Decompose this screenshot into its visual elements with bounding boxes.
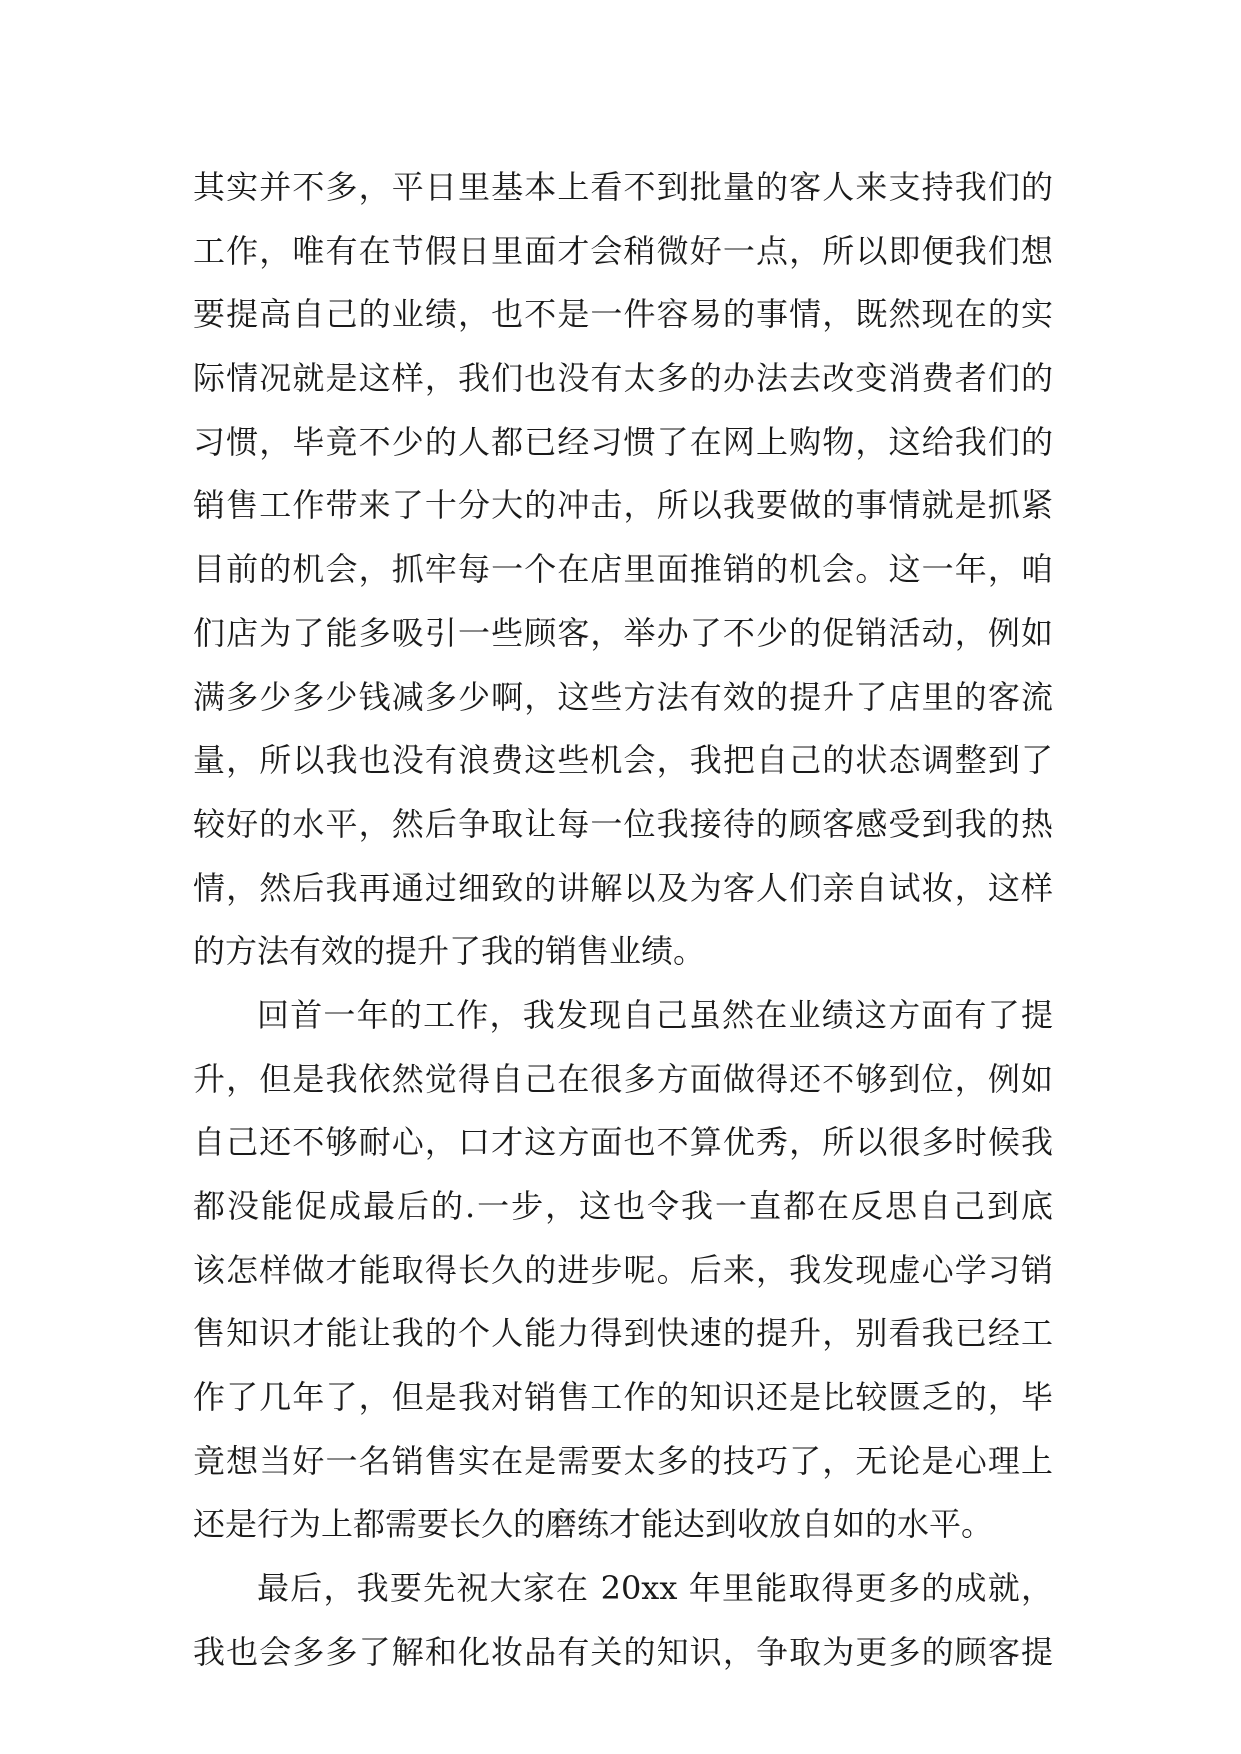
text-line: 自己还不够耐心，口才这方面也不算优秀，所以很多时候我 (193, 1123, 1053, 1162)
text-line: 还是行为上都需要长久的磨练才能达到收放自如的水平。 (193, 1505, 994, 1544)
paragraph-1 (193, 156, 1053, 984)
text-line: 的方法有效的提升了我的销售业绩。 (193, 932, 706, 971)
text-line: 我也会多多了解和化妆品有关的知识，争取为更多的顾客提 (193, 1632, 1053, 1671)
text-line: 销售工作带来了十分大的冲击，所以我要做的事情就是抓紧 (193, 486, 1053, 525)
text-line: 量，所以我也没有浪费这些机会，我把自己的状态调整到了 (193, 741, 1053, 780)
text-line: 作了几年了，但是我对销售工作的知识还是比较匮乏的，毕 (193, 1378, 1053, 1417)
paragraph-2 (193, 984, 1053, 1557)
text-line: 目前的机会，抓牢每一个在店里面推销的机会。这一年，咱 (193, 550, 1053, 589)
paragraph-3 (193, 1557, 1053, 1684)
text-line: 售知识才能让我的个人能力得到快速的提升，别看我已经工 (193, 1314, 1053, 1353)
text-line: 习惯，毕竟不少的人都已经习惯了在网上购物，这给我们的 (193, 422, 1053, 461)
text-line: 其实并不多，平日里基本上看不到批量的客人来支持我们的 (193, 168, 1053, 206)
document-body (193, 156, 1053, 1685)
text-line: 们店为了能多吸引一些顾客，举办了不少的促销活动，例如 (193, 613, 1053, 652)
text-line: 最后，我要先祝大家在 20xx 年里能取得更多的成就， (257, 1569, 1053, 1608)
text-line: 际情况就是这样，我们也没有太多的办法去改变消费者们的 (193, 359, 1053, 398)
text-line: 该怎样做才能取得长久的进步呢。后来，我发现虚心学习销 (193, 1250, 1053, 1289)
text-line: 情，然后我再通过细致的讲解以及为客人们亲自试妆，这样 (193, 868, 1053, 907)
text-line: 回首一年的工作，我发现自己虽然在业绩这方面有了提 (257, 995, 1053, 1034)
text-line: 工作，唯有在节假日里面才会稍微好一点，所以即便我们想 (193, 231, 1053, 270)
text-line: 较好的水平，然后争取让每一位我接待的顾客感受到我的热 (193, 804, 1053, 843)
text-line: 要提高自己的业绩，也不是一件容易的事情，既然现在的实 (193, 295, 1053, 334)
text-line: 都没能促成最后的.一步，这也令我一直都在反思自己到底 (193, 1187, 1053, 1225)
text-line: 升，但是我依然觉得自己在很多方面做得还不够到位，例如 (193, 1059, 1053, 1098)
text-line: 满多少多少钱减多少啊，这些方法有效的提升了店里的客流 (193, 677, 1053, 716)
text-line: 竟想当好一名销售实在是需要太多的技巧了，无论是心理上 (193, 1441, 1053, 1480)
